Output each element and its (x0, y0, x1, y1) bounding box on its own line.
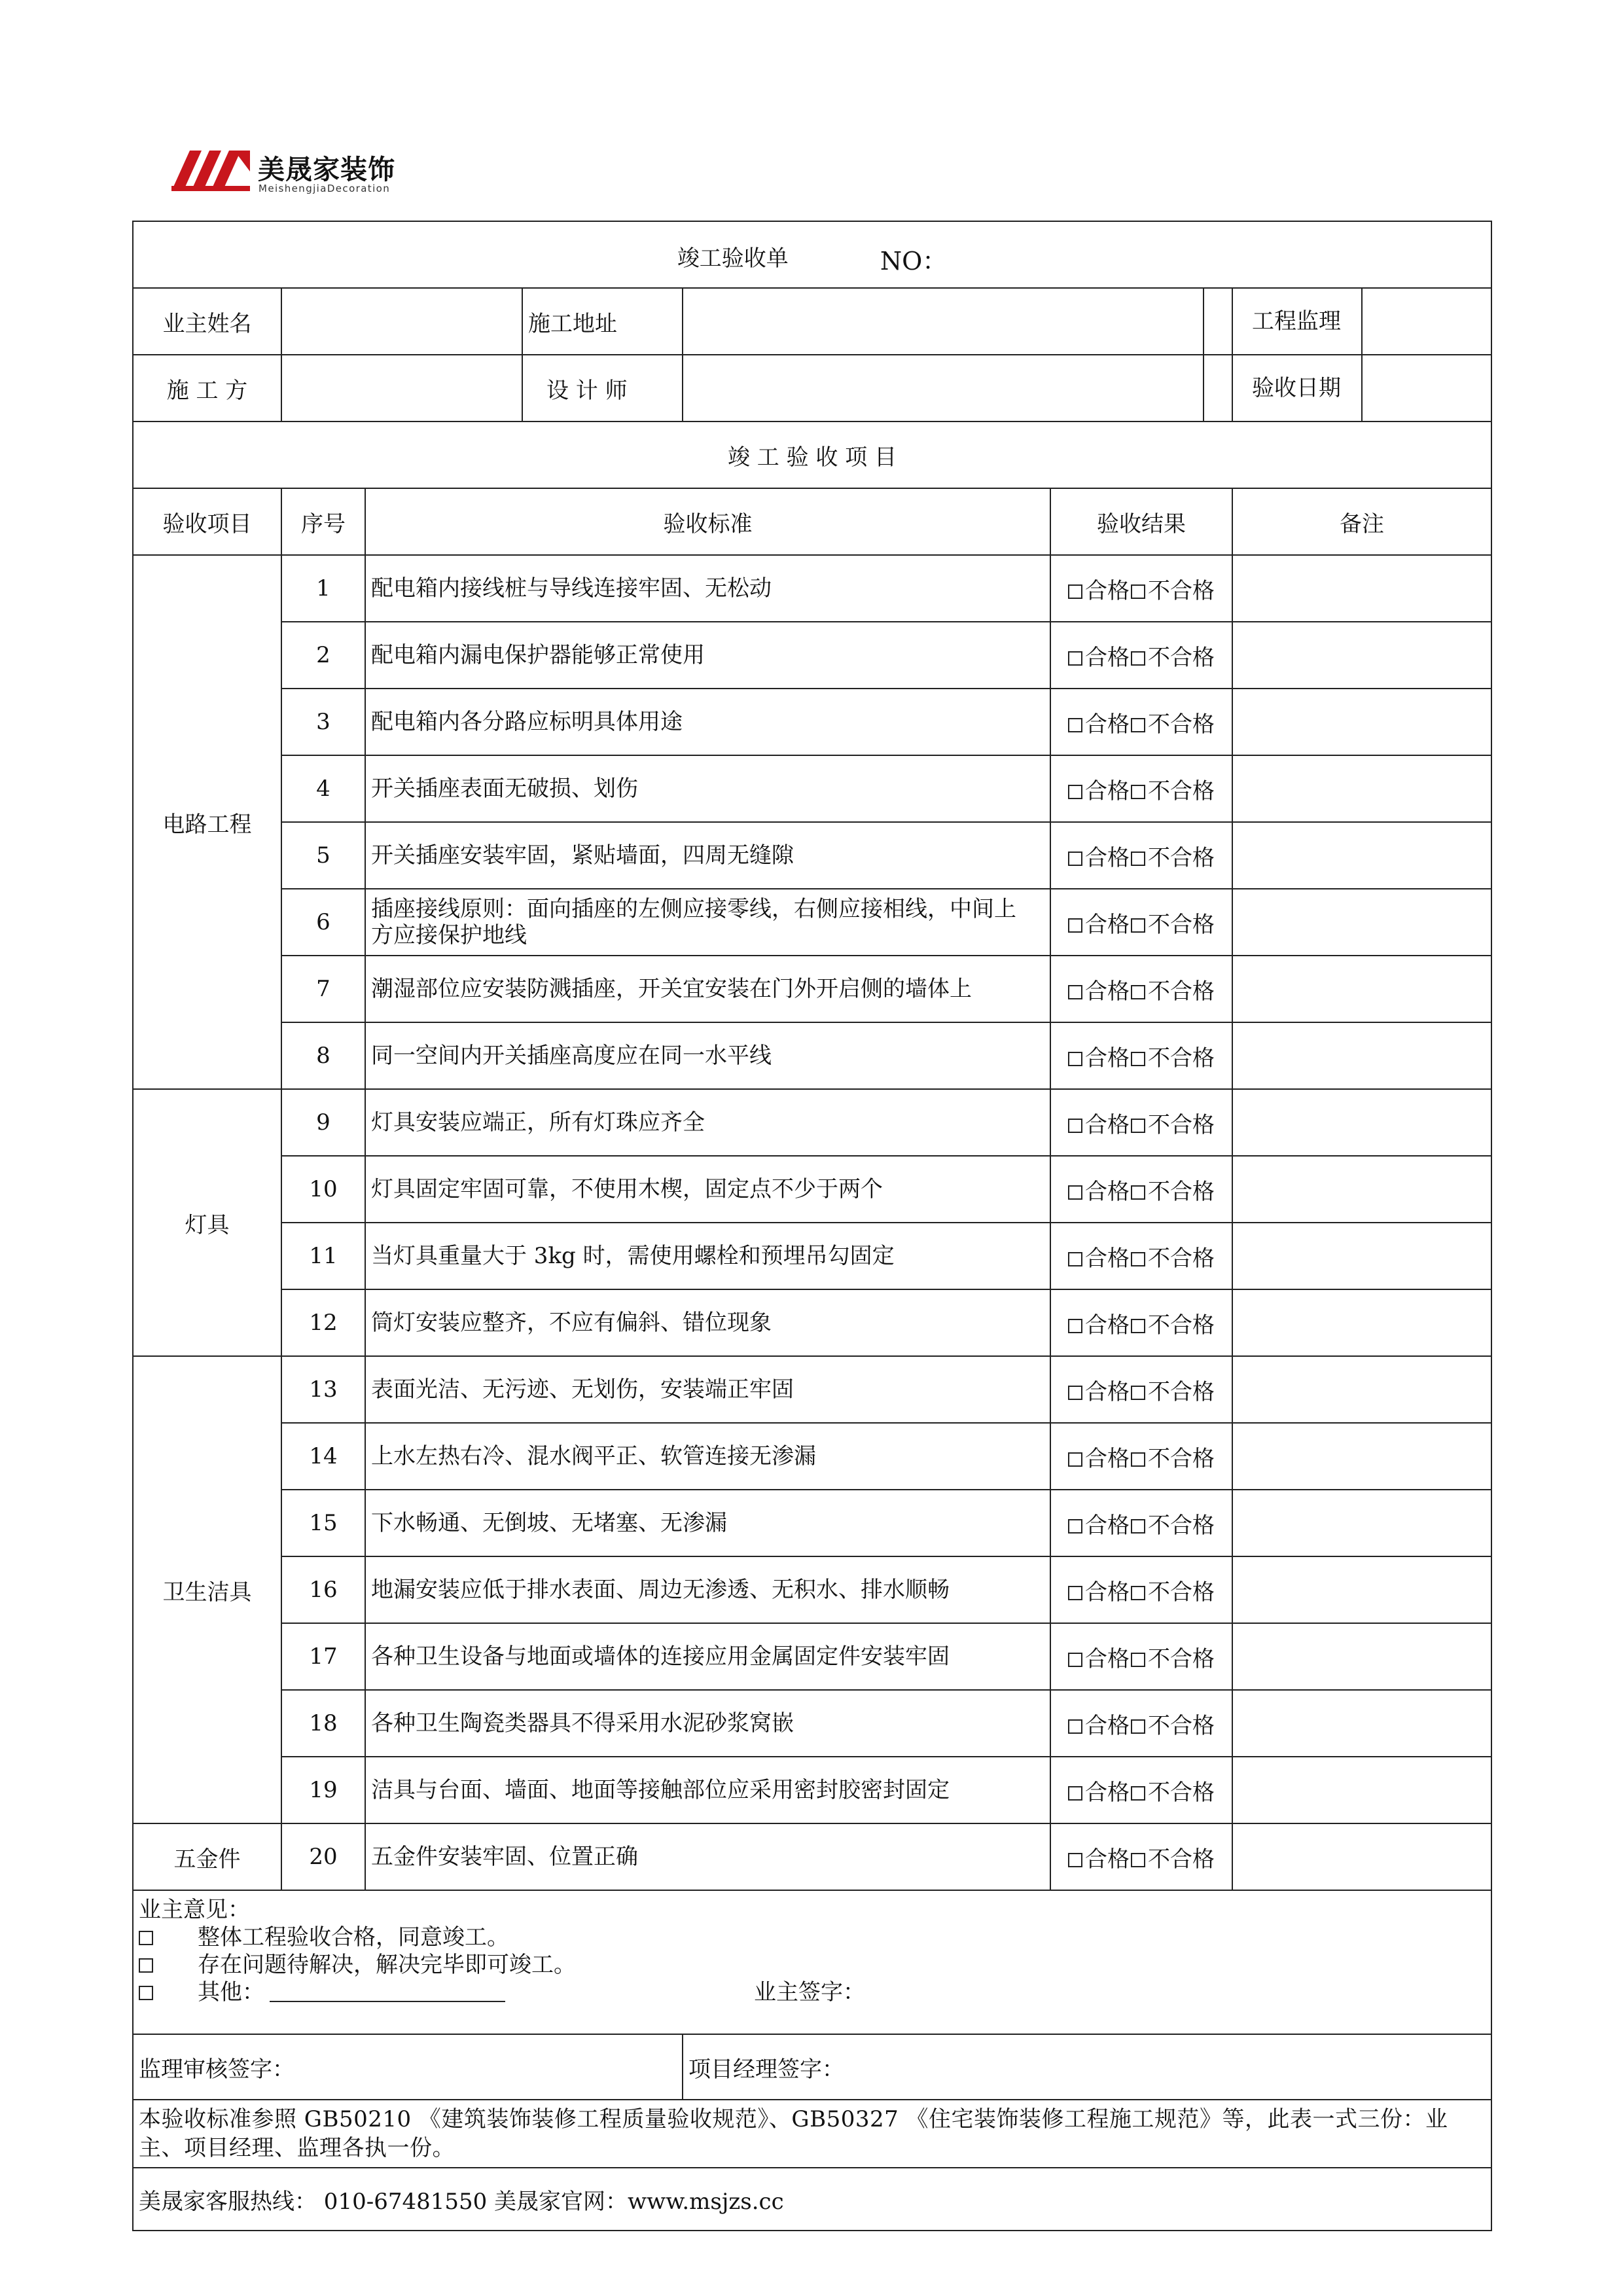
site-address-field[interactable] (683, 288, 1204, 355)
item-row (133, 1289, 1491, 1356)
pass-label: 合格 (1085, 1245, 1130, 1272)
fail-label: 不合格 (1148, 1846, 1215, 1873)
item-row (133, 1423, 1491, 1490)
result-cell (1050, 1289, 1232, 1356)
standard-cell: 配电箱内漏电保护器能够正常使用 (365, 622, 1050, 689)
opinion-option2-checkbox[interactable] (139, 1958, 153, 1973)
designer-label: 设 计 师 (522, 355, 683, 422)
fail-checkbox[interactable] (1131, 1452, 1145, 1467)
item-row (133, 1556, 1491, 1623)
form-title-cell (133, 221, 1491, 288)
fail-label: 不合格 (1148, 1579, 1215, 1605)
seq-cell: 6 (281, 889, 365, 956)
fail-checkbox[interactable] (1131, 1319, 1145, 1333)
fail-label: 不合格 (1148, 1645, 1215, 1672)
supervisor-cell (1232, 288, 1491, 355)
fail-checkbox[interactable] (1131, 651, 1145, 666)
standard-cell: 各种卫生陶瓷类器具不得采用水泥砂浆窝嵌 (365, 1690, 1050, 1757)
item-row (133, 555, 1491, 622)
pass-label: 合格 (1085, 911, 1130, 938)
fail-checkbox[interactable] (1131, 1586, 1145, 1600)
fail-label: 不合格 (1148, 1178, 1215, 1205)
company-logo-subtitle: MeishengjiaDecoration (259, 183, 391, 194)
pass-checkbox[interactable] (1068, 718, 1082, 732)
standard-cell: 表面光洁、无污迹、无划伤，安装端正牢固 (365, 1356, 1050, 1423)
supervisor-label-spacer (1204, 288, 1232, 355)
fail-checkbox[interactable] (1131, 1119, 1145, 1133)
seq-cell: 11 (281, 1223, 365, 1289)
result-cell (1050, 1156, 1232, 1223)
owner-opinion-cell (133, 1890, 1491, 2034)
pass-label: 合格 (1085, 1378, 1130, 1405)
result-cell (1050, 755, 1232, 822)
company-logo-name: 美晟家装饰 (258, 154, 395, 185)
item-row (133, 1757, 1491, 1823)
pass-label: 合格 (1085, 644, 1130, 671)
result-cell (1050, 1623, 1232, 1690)
designer-field[interactable] (683, 355, 1204, 422)
item-row (133, 1623, 1491, 1690)
fail-label: 不合格 (1148, 844, 1215, 871)
item-row (133, 689, 1491, 755)
standard-cell: 同一空间内开关插座高度应在同一水平线 (365, 1022, 1050, 1089)
standard-cell: 各种卫生设备与地面或墙体的连接应用金属固定件安装牢固 (365, 1623, 1050, 1690)
category-cell: 电路工程 (133, 555, 281, 1089)
result-cell (1050, 1356, 1232, 1423)
remarks-cell[interactable] (1232, 1156, 1491, 1223)
owner-signature-label: 业主签字： (754, 1979, 865, 2005)
seq-cell: 1 (281, 555, 365, 622)
company-logo-mark-icon (171, 145, 250, 192)
standard-cell: 地漏安装应低于排水表面、周边无渗透、无积水、排水顺畅 (365, 1556, 1050, 1623)
pass-label: 合格 (1085, 1579, 1130, 1605)
remarks-cell[interactable] (1232, 1289, 1491, 1356)
pass-checkbox[interactable] (1068, 1653, 1082, 1667)
pass-checkbox[interactable] (1068, 1786, 1082, 1801)
pass-checkbox[interactable] (1068, 852, 1082, 866)
seq-cell: 15 (281, 1490, 365, 1556)
item-row (133, 1823, 1491, 1890)
remarks-cell[interactable] (1232, 956, 1491, 1022)
seq-cell: 9 (281, 1089, 365, 1156)
result-cell (1050, 1423, 1232, 1490)
remarks-cell[interactable] (1232, 1690, 1491, 1757)
item-row (133, 1156, 1491, 1223)
fail-label: 不合格 (1148, 711, 1215, 738)
standard-cell: 下水畅通、无倒坡、无堵塞、无渗漏 (365, 1490, 1050, 1556)
pass-label: 合格 (1085, 1645, 1130, 1672)
result-cell (1050, 822, 1232, 889)
fail-checkbox[interactable] (1131, 1386, 1145, 1400)
result-cell (1050, 622, 1232, 689)
standard-cell: 上水左热右冷、混水阀平正、软管连接无渗漏 (365, 1423, 1050, 1490)
result-cell (1050, 1223, 1232, 1289)
fail-checkbox[interactable] (1131, 1519, 1145, 1534)
seq-cell: 4 (281, 755, 365, 822)
owner-name-field[interactable] (281, 288, 522, 355)
pass-checkbox[interactable] (1068, 584, 1082, 599)
category-cell: 灯具 (133, 1089, 281, 1356)
pass-checkbox[interactable] (1068, 1185, 1082, 1200)
pass-label: 合格 (1085, 1045, 1130, 1071)
pass-label: 合格 (1085, 978, 1130, 1005)
result-cell (1050, 1022, 1232, 1089)
pass-checkbox[interactable] (1068, 651, 1082, 666)
standard-cell: 灯具固定牢固可靠，不使用木楔，固定点不少于两个 (365, 1156, 1050, 1223)
pass-label: 合格 (1085, 1111, 1130, 1138)
standard-cell: 开关插座表面无破损、划伤 (365, 755, 1050, 822)
pass-checkbox[interactable] (1068, 1586, 1082, 1600)
remarks-cell[interactable] (1232, 1223, 1491, 1289)
seq-cell: 2 (281, 622, 365, 689)
fail-checkbox[interactable] (1131, 1719, 1145, 1734)
pass-checkbox[interactable] (1068, 1319, 1082, 1333)
fail-checkbox[interactable] (1131, 1653, 1145, 1667)
opinion-other-input[interactable] (270, 1981, 505, 2002)
fail-checkbox[interactable] (1131, 918, 1145, 933)
fail-checkbox[interactable] (1131, 1853, 1145, 1867)
owner-name-label: 业主姓名 (133, 288, 281, 355)
acceptance-date-label: 验收日期 (1232, 355, 1363, 421)
standard-cell: 当灯具重量大于 3kg 时，需使用螺栓和预埋吊勾固定 (365, 1223, 1050, 1289)
item-row (133, 622, 1491, 689)
standard-cell: 插座接线原则：面向插座的左侧应接零线，右侧应接相线，中间上方应接保护地线 (365, 889, 1050, 956)
item-row (133, 956, 1491, 1022)
pass-label: 合格 (1085, 577, 1130, 604)
standard-cell: 灯具安装应端正，所有灯珠应齐全 (365, 1089, 1050, 1156)
standard-cell: 洁具与台面、墙面、地面等接触部位应采用密封胶密封固定 (365, 1757, 1050, 1823)
fail-label: 不合格 (1148, 1779, 1215, 1806)
result-cell (1050, 889, 1232, 956)
contractor-field[interactable] (281, 355, 522, 422)
pass-label: 合格 (1085, 1312, 1130, 1338)
result-cell (1050, 555, 1232, 622)
item-row (133, 1490, 1491, 1556)
supervisor-label: 工程监理 (1232, 289, 1363, 354)
pass-checkbox[interactable] (1068, 785, 1082, 799)
remarks-cell[interactable] (1232, 822, 1491, 889)
remarks-cell[interactable] (1232, 555, 1491, 622)
acceptance-date-label-spacer (1204, 355, 1232, 422)
pass-checkbox[interactable] (1068, 1386, 1082, 1400)
company-logo (171, 145, 433, 198)
manager-signature-label: 项目经理签字： (683, 2034, 1491, 2100)
acceptance-date-field[interactable] (1363, 355, 1491, 421)
remarks-cell[interactable] (1232, 1356, 1491, 1423)
item-row (133, 1690, 1491, 1757)
fail-label: 不合格 (1148, 911, 1215, 938)
pass-checkbox[interactable] (1068, 1252, 1082, 1266)
remarks-cell[interactable] (1232, 1823, 1491, 1890)
header-result: 验收结果 (1050, 488, 1232, 555)
fail-checkbox[interactable] (1131, 1052, 1145, 1066)
remarks-cell[interactable] (1232, 1423, 1491, 1490)
pass-label: 合格 (1085, 1445, 1130, 1472)
standards-note: 本验收标准参照 GB50210 《建筑装饰装修工程质量验收规范》、GB50327 《住宅装饰装修工程施工规范》等，此表一式三份：业主、项目经理、监理各执一份。 (133, 2100, 1491, 2168)
result-cell (1050, 1556, 1232, 1623)
result-cell (1050, 1757, 1232, 1823)
pass-checkbox[interactable] (1068, 1452, 1082, 1467)
result-cell (1050, 689, 1232, 755)
pass-checkbox[interactable] (1068, 918, 1082, 933)
owner-opinion-label: 业主意见： (139, 1897, 250, 1923)
seq-cell: 20 (281, 1823, 365, 1890)
opinion-option2-label: 存在问题待解决，解决完毕即可竣工。 (198, 1952, 576, 1978)
site-address-label: 施工地址 (522, 288, 683, 355)
seq-cell: 12 (281, 1289, 365, 1356)
seq-cell: 19 (281, 1757, 365, 1823)
header-remarks: 备注 (1232, 488, 1491, 555)
result-cell (1050, 1823, 1232, 1890)
remarks-cell[interactable] (1232, 1089, 1491, 1156)
fail-label: 不合格 (1148, 1312, 1215, 1338)
remarks-cell[interactable] (1232, 1490, 1491, 1556)
remarks-cell[interactable] (1232, 755, 1491, 822)
pass-checkbox[interactable] (1068, 1853, 1082, 1867)
remarks-cell[interactable] (1232, 1556, 1491, 1623)
pass-label: 合格 (1085, 1512, 1130, 1539)
header-item: 验收项目 (133, 488, 281, 555)
item-row (133, 1223, 1491, 1289)
fail-label: 不合格 (1148, 1045, 1215, 1071)
fail-checkbox[interactable] (1131, 1185, 1145, 1200)
pass-checkbox[interactable] (1068, 985, 1082, 999)
pass-label: 合格 (1085, 778, 1130, 804)
fail-checkbox[interactable] (1131, 785, 1145, 799)
seq-cell: 17 (281, 1623, 365, 1690)
item-row (133, 1089, 1491, 1156)
header-seq: 序号 (281, 488, 365, 555)
result-cell (1050, 956, 1232, 1022)
fail-label: 不合格 (1148, 1111, 1215, 1138)
standard-cell: 五金件安装牢固、位置正确 (365, 1823, 1050, 1890)
seq-cell: 13 (281, 1356, 365, 1423)
seq-cell: 16 (281, 1556, 365, 1623)
result-cell (1050, 1490, 1232, 1556)
supervisor-signature-label: 监理审核签字： (133, 2034, 683, 2100)
fail-label: 不合格 (1148, 1245, 1215, 1272)
remarks-cell[interactable] (1232, 889, 1491, 956)
standard-cell: 配电箱内各分路应标明具体用途 (365, 689, 1050, 755)
seq-cell: 7 (281, 956, 365, 1022)
category-cell: 五金件 (133, 1823, 281, 1890)
section-title: 竣 工 验 收 项 目 (133, 422, 1491, 488)
acceptance-form-table (132, 221, 1492, 2231)
standard-cell: 配电箱内接线桩与导线连接牢固、无松动 (365, 555, 1050, 622)
fail-label: 不合格 (1148, 978, 1215, 1005)
item-row (133, 822, 1491, 889)
seq-cell: 5 (281, 822, 365, 889)
standard-cell: 开关插座安装牢固，紧贴墙面，四周无缝隙 (365, 822, 1050, 889)
standard-cell: 潮湿部位应安装防溅插座，开关宜安装在门外开启侧的墙体上 (365, 956, 1050, 1022)
item-row (133, 1356, 1491, 1423)
opinion-option3-checkbox[interactable] (139, 1986, 153, 2000)
seq-cell: 18 (281, 1690, 365, 1757)
fail-label: 不合格 (1148, 1378, 1215, 1405)
pass-label: 合格 (1085, 1712, 1130, 1739)
opinion-option1-checkbox[interactable] (139, 1931, 153, 1945)
fail-label: 不合格 (1148, 577, 1215, 604)
fail-checkbox[interactable] (1131, 1786, 1145, 1801)
item-row (133, 755, 1491, 822)
opinion-option1-label: 整体工程验收合格，同意竣工。 (198, 1924, 509, 1950)
pass-checkbox[interactable] (1068, 1519, 1082, 1534)
fail-label: 不合格 (1148, 1712, 1215, 1739)
service-hotline: 美晟家客服热线： 010-67481550 美晟家官网：www.msjzs.cc (133, 2168, 1491, 2231)
fail-label: 不合格 (1148, 644, 1215, 671)
form-title: 竣工验收单 (677, 245, 789, 272)
seq-cell: 10 (281, 1156, 365, 1223)
category-cell: 卫生洁具 (133, 1356, 281, 1823)
pass-label: 合格 (1085, 1846, 1130, 1873)
remarks-cell[interactable] (1232, 622, 1491, 689)
standard-cell: 筒灯安装应整齐，不应有偏斜、错位现象 (365, 1289, 1050, 1356)
fail-checkbox[interactable] (1131, 718, 1145, 732)
fail-checkbox[interactable] (1131, 584, 1145, 599)
remarks-cell[interactable] (1232, 1623, 1491, 1690)
form-number-label: NO： (880, 246, 948, 276)
fail-label: 不合格 (1148, 1445, 1215, 1472)
item-row (133, 1022, 1491, 1089)
supervisor-field[interactable] (1363, 289, 1491, 354)
seq-cell: 14 (281, 1423, 365, 1490)
result-cell (1050, 1089, 1232, 1156)
remarks-cell[interactable] (1232, 1022, 1491, 1089)
opinion-option3-label: 其他： (198, 1979, 264, 2005)
contractor-label: 施 工 方 (133, 355, 281, 422)
header-standard: 验收标准 (365, 488, 1050, 555)
seq-cell: 3 (281, 689, 365, 755)
item-row (133, 889, 1491, 956)
pass-label: 合格 (1085, 711, 1130, 738)
result-cell (1050, 1690, 1232, 1757)
fail-label: 不合格 (1148, 778, 1215, 804)
pass-label: 合格 (1085, 1178, 1130, 1205)
pass-checkbox[interactable] (1068, 1719, 1082, 1734)
pass-checkbox[interactable] (1068, 1119, 1082, 1133)
pass-label: 合格 (1085, 844, 1130, 871)
pass-label: 合格 (1085, 1779, 1130, 1806)
fail-checkbox[interactable] (1131, 1252, 1145, 1266)
fail-checkbox[interactable] (1131, 852, 1145, 866)
fail-label: 不合格 (1148, 1512, 1215, 1539)
fail-checkbox[interactable] (1131, 985, 1145, 999)
remarks-cell[interactable] (1232, 689, 1491, 755)
pass-checkbox[interactable] (1068, 1052, 1082, 1066)
seq-cell: 8 (281, 1022, 365, 1089)
remarks-cell[interactable] (1232, 1757, 1491, 1823)
acceptance-date-cell (1232, 355, 1491, 422)
